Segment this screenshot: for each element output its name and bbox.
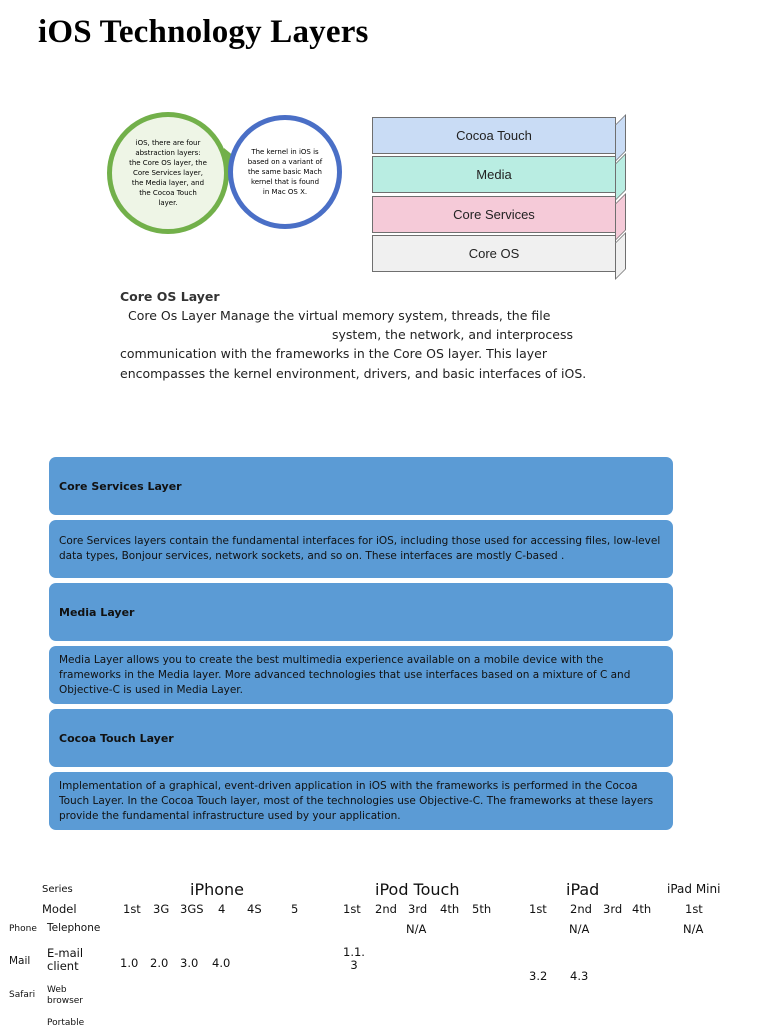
model-header: 2nd [570, 902, 592, 916]
row-description: Telephone [47, 922, 101, 934]
row-description: E-mail client [47, 946, 84, 973]
core-os-text-line: Core Os Layer Manage the virtual memory system, threads, the file [128, 308, 551, 323]
series-iphone: iPhone [190, 880, 245, 899]
table-cell: 3.0 [180, 956, 199, 970]
stack-layer-core-os [372, 235, 616, 272]
core-os-text-line: encompasses the kernel environment, drivers, and basic interfaces of iOS. [120, 366, 587, 381]
series-label: Series [42, 884, 73, 895]
table-cell: 2.0 [150, 956, 169, 970]
table-cell: 1.1.3 [343, 945, 365, 972]
table-cell: 4.0 [212, 956, 231, 970]
core-services-heading-box: Core Services Layer [49, 457, 673, 515]
table-cell: 4.3 [570, 969, 589, 983]
table-cell: 1.0 [120, 956, 139, 970]
stack-layer-label: Core OS [468, 246, 520, 261]
table-cell: N/A [406, 922, 427, 936]
series-ipad-mini: iPad Mini [667, 882, 721, 896]
row-description: Web browser [47, 985, 84, 1006]
media-heading-box: Media Layer [49, 583, 673, 641]
model-header: 1st [343, 902, 361, 916]
row-app-label: Mail [9, 955, 31, 967]
media-description-box: Media Layer allows you to create the best multimedia experience available on a mobile device with the frameworks in the Media layer. More advanced technologies that use interfaces based on a mixture of C and Objective-C is used in Media Layer. [49, 646, 673, 704]
model-label: Model [42, 902, 77, 916]
model-header: 4 [218, 902, 226, 916]
cocoa-touch-description-box: Implementation of a graphical, event-driven application in iOS with the frameworks is performed in the Cocoa Touch Layer. In the Cocoa Touch layer, most of the technologies use Objective-C. The frameworks at these layers provide the fundamental infrastructure used by your application. [49, 772, 673, 830]
table-cell: 3.2 [529, 969, 548, 983]
model-header: 5 [291, 902, 299, 916]
abstraction-layers-bubble [107, 112, 229, 234]
model-header: 1st [123, 902, 141, 916]
series-ipad: iPad [566, 880, 600, 899]
model-header: 4th [440, 902, 460, 916]
stack-layer-core-services [372, 196, 616, 233]
stack-layer-label: Core Services [453, 207, 535, 222]
row-app-label: Safari [9, 990, 36, 1000]
cocoa-touch-heading-box: Cocoa Touch Layer [49, 709, 673, 767]
model-header: 2nd [375, 902, 397, 916]
stack-layer-media [372, 156, 616, 193]
model-header: 3G [153, 902, 170, 916]
row-description: Portable [47, 1018, 85, 1028]
row-app-label: Phone [9, 924, 37, 934]
table-cell: N/A [569, 922, 590, 936]
kernel-text: The kernel in iOS is based on a variant of the same basic Mach kernel that is found in Mac OS X. [247, 148, 323, 196]
core-os-heading: Core OS Layer [120, 289, 220, 304]
series-ipod-touch: iPod Touch [375, 880, 460, 899]
page-title: iOS Technology Layers [38, 14, 369, 50]
model-header: 4S [247, 902, 262, 916]
stack-layer-cocoa-touch [372, 117, 616, 154]
stack-layer-label: Cocoa Touch [456, 128, 532, 143]
model-header: 1st [529, 902, 547, 916]
core-os-text-line: system, the network, and interprocess [332, 327, 573, 342]
kernel-bubble [228, 115, 342, 229]
stack-layer-label: Media [476, 167, 512, 182]
core-services-description-box: Core Services layers contain the fundamental interfaces for iOS, including those used for accessing files, low-level data types, Bonjour services, network sockets, and so on. These interfaces are mostly C-based . [49, 520, 673, 578]
abstraction-layers-text: iOS, there are four abstraction layers: the Core OS layer, the Core Services layer, the Media layer, and the Cocoa Touch layer. [129, 139, 207, 207]
model-header: 3GS [180, 902, 204, 916]
core-os-text-line: communication with the frameworks in the Core OS layer. This layer [120, 346, 547, 361]
model-header: 5th [472, 902, 492, 916]
table-cell: N/A [683, 922, 704, 936]
model-header: 1st [685, 902, 703, 916]
model-header: 3rd [603, 902, 623, 916]
model-header: 3rd [408, 902, 428, 916]
model-header: 4th [632, 902, 652, 916]
